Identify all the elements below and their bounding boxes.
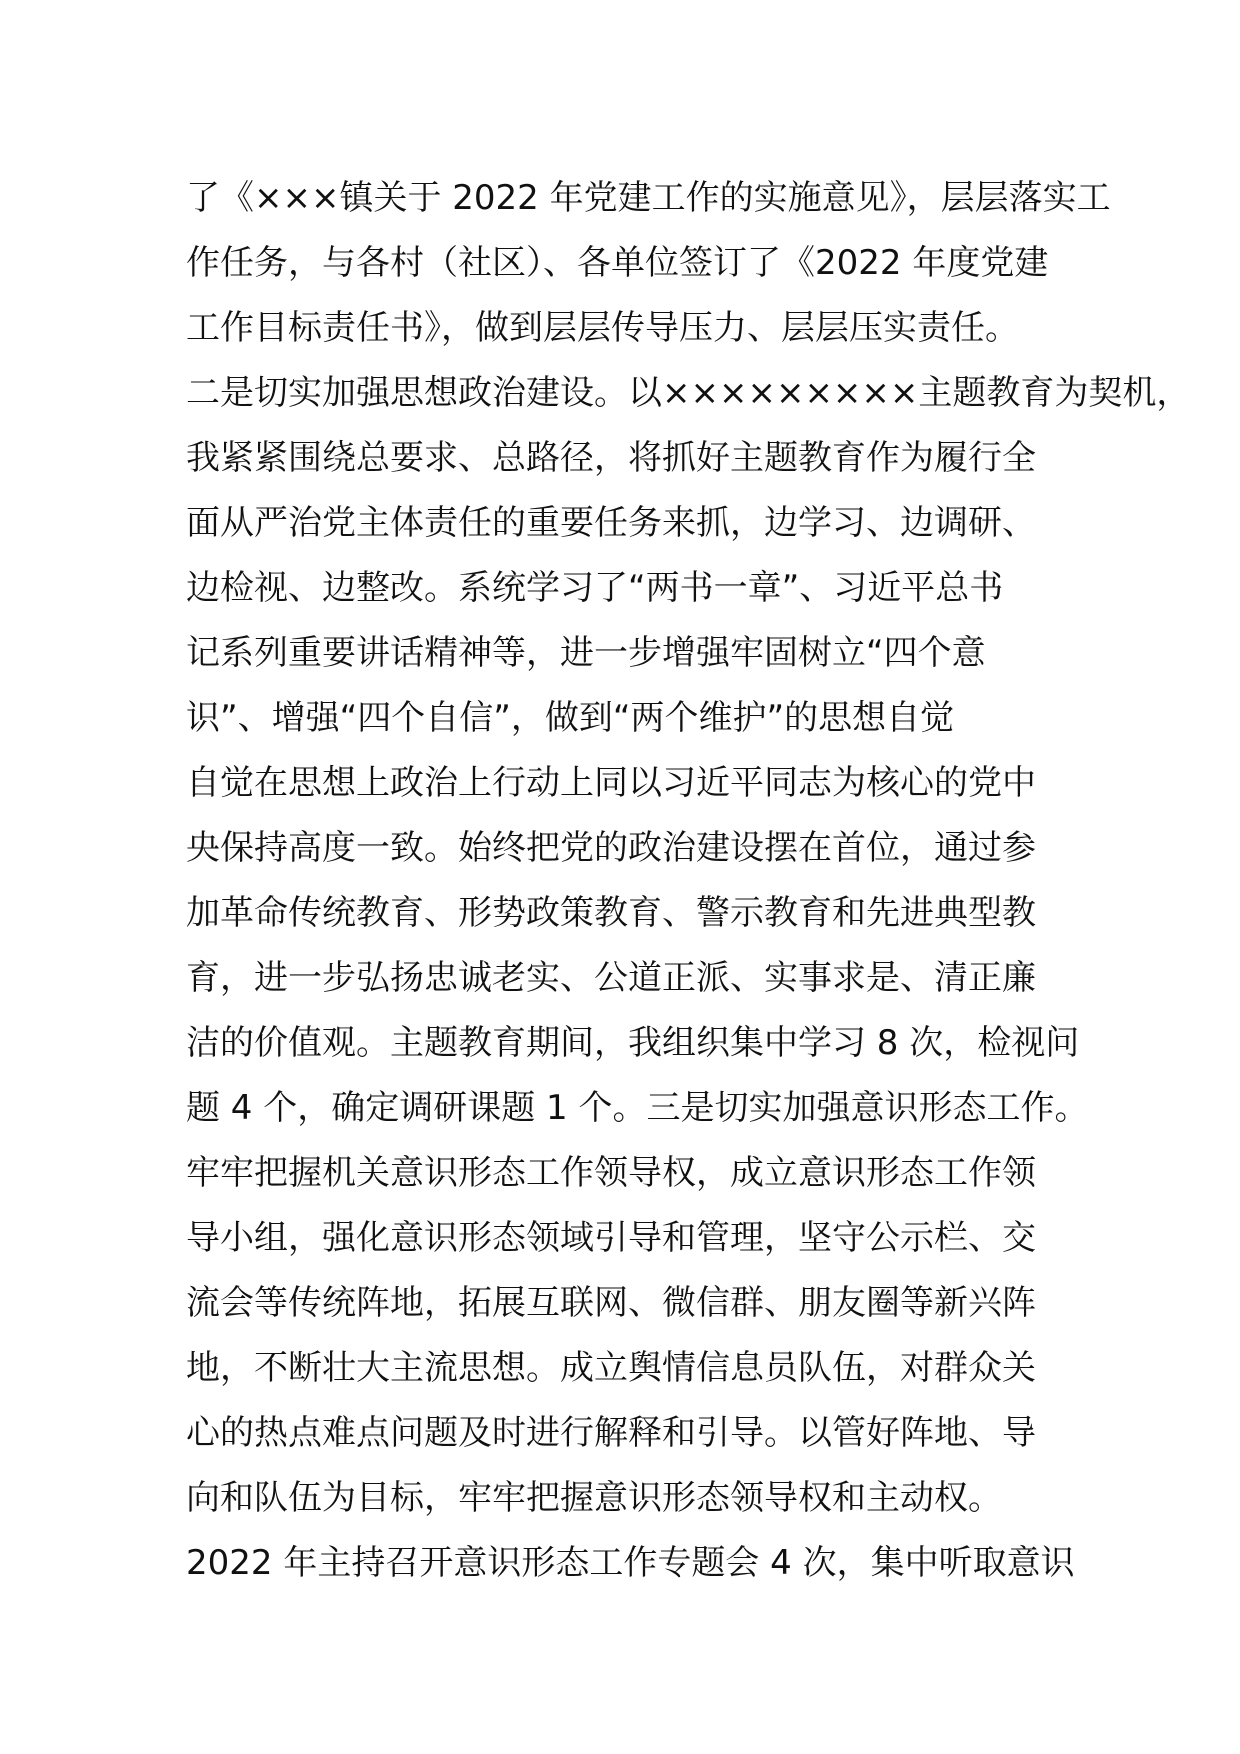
text-line: 流会等传统阵地，拓展互联网、微信群、朋友圈等新兴阵: [186, 1283, 1036, 1323]
text-line: 面从严治党主体责任的重要任务来抓，边学习、边调研、: [186, 503, 1036, 543]
text-line: 向和队伍为目标，牢牢把握意识形态领导权和主动权。: [186, 1478, 1002, 1518]
text-line: 地，不断壮大主流思想。成立舆情信息员队伍，对群众关: [186, 1348, 1036, 1388]
text-line: 二是切实加强思想政治建设。以×××××××××主题教育为契机，: [186, 373, 1191, 413]
text-line: 育，进一步弘扬忠诚老实、公道正派、实事求是、清正廉: [186, 958, 1036, 998]
text-line: 识”、增强“四个自信”，做到“两个维护”的思想自觉: [186, 698, 955, 738]
body-text: [186, 166, 1191, 1596]
text-line: 牢牢把握机关意识形态工作领导权，成立意识形态工作领: [186, 1153, 1036, 1193]
text-line: 了《×××镇关于 2022 年党建工作的实施意见》，层层落实工: [186, 178, 1111, 218]
text-line: 边检视、边整改。系统学习了“两书一章”、习近平总书: [186, 568, 1004, 608]
text-line: 导小组，强化意识形态领域引导和管理，坚守公示栏、交: [186, 1218, 1036, 1258]
text-line: 2022 年主持召开意识形态工作专题会 4 次，集中听取意识: [186, 1543, 1075, 1583]
text-line: 作任务，与各村（社区）、各单位签订了《2022 年度党建: [186, 243, 1049, 283]
text-line: 题 4 个，确定调研课题 1 个。三是切实加强意识形态工作。: [186, 1088, 1089, 1128]
text-line: 央保持高度一致。始终把党的政治建设摆在首位，通过参: [186, 828, 1036, 868]
text-line: 洁的价值观。主题教育期间，我组织集中学习 8 次，检视问: [186, 1023, 1080, 1063]
text-line: 工作目标责任书》，做到层层传导压力、层层压实责任。: [186, 308, 1019, 348]
text-line: 自觉在思想上政治上行动上同以习近平同志为核心的党中: [186, 763, 1036, 803]
text-line: 我紧紧围绕总要求、总路径，将抓好主题教育作为履行全: [186, 438, 1036, 478]
text-line: 加革命传统教育、形势政策教育、警示教育和先进典型教: [186, 893, 1036, 933]
text-line: 心的热点难点问题及时进行解释和引导。以管好阵地、导: [186, 1413, 1036, 1453]
text-line: 记系列重要讲话精神等，进一步增强牢固树立“四个意: [186, 633, 986, 673]
